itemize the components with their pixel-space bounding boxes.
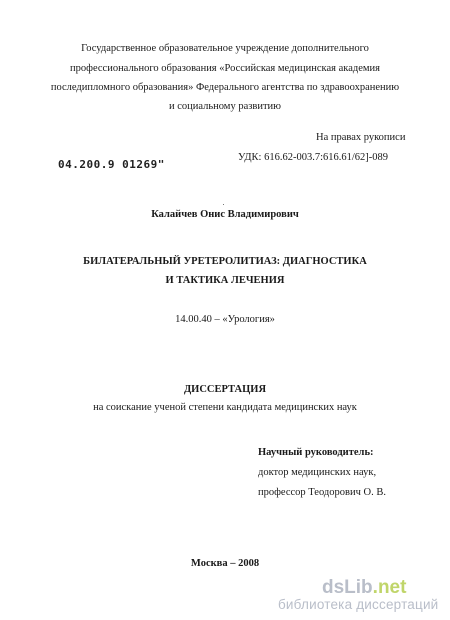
- watermark-subtitle: библиотека диссертаций: [278, 597, 439, 612]
- watermark-logo: [322, 577, 406, 599]
- scan-speck: [223, 204, 224, 205]
- title-line-1: БИЛАТЕРАЛЬНЫЙ УРЕТЕРОЛИТИАЗ: ДИАГНОСТИКА: [83, 256, 367, 267]
- author-name: Калайчев Онис Владимирович: [151, 209, 299, 220]
- supervisor-name: профессор Теодорович О. В.: [258, 487, 386, 498]
- manuscript-rights: На правах рукописи: [316, 132, 406, 143]
- city-year: Москва – 2008: [190, 558, 260, 569]
- title-line-2: И ТАКТИКА ЛЕЧЕНИЯ: [165, 275, 285, 286]
- specialty-code: 14.00.40 – «Урология»: [175, 314, 275, 325]
- institution-line-1: Государственное образовательное учреждение дополнительного: [81, 43, 369, 54]
- supervisor-degree: доктор медицинских наук,: [258, 467, 377, 478]
- institution-line-2: профессионального образования «Российская медицинская академия: [70, 63, 380, 74]
- dissertation-subheading: на соискание ученой степени кандидата медицинских наук: [93, 402, 357, 413]
- institution-line-3: последипломного образования» Федерального агентства по здравоохранению: [50, 82, 400, 93]
- watermark-logo-suffix: .net: [372, 577, 407, 598]
- watermark-logo-main: dsLib: [322, 577, 373, 598]
- supervisor-label: Научный руководитель:: [258, 447, 374, 458]
- institution-line-4: и социальному развитию: [168, 101, 282, 112]
- udc-code: УДК: 616.62-003.7:616.61/62]-089: [238, 152, 389, 163]
- registration-stamp: 04.200.9 01269": [58, 158, 165, 171]
- dissertation-heading: ДИССЕРТАЦИЯ: [183, 384, 267, 395]
